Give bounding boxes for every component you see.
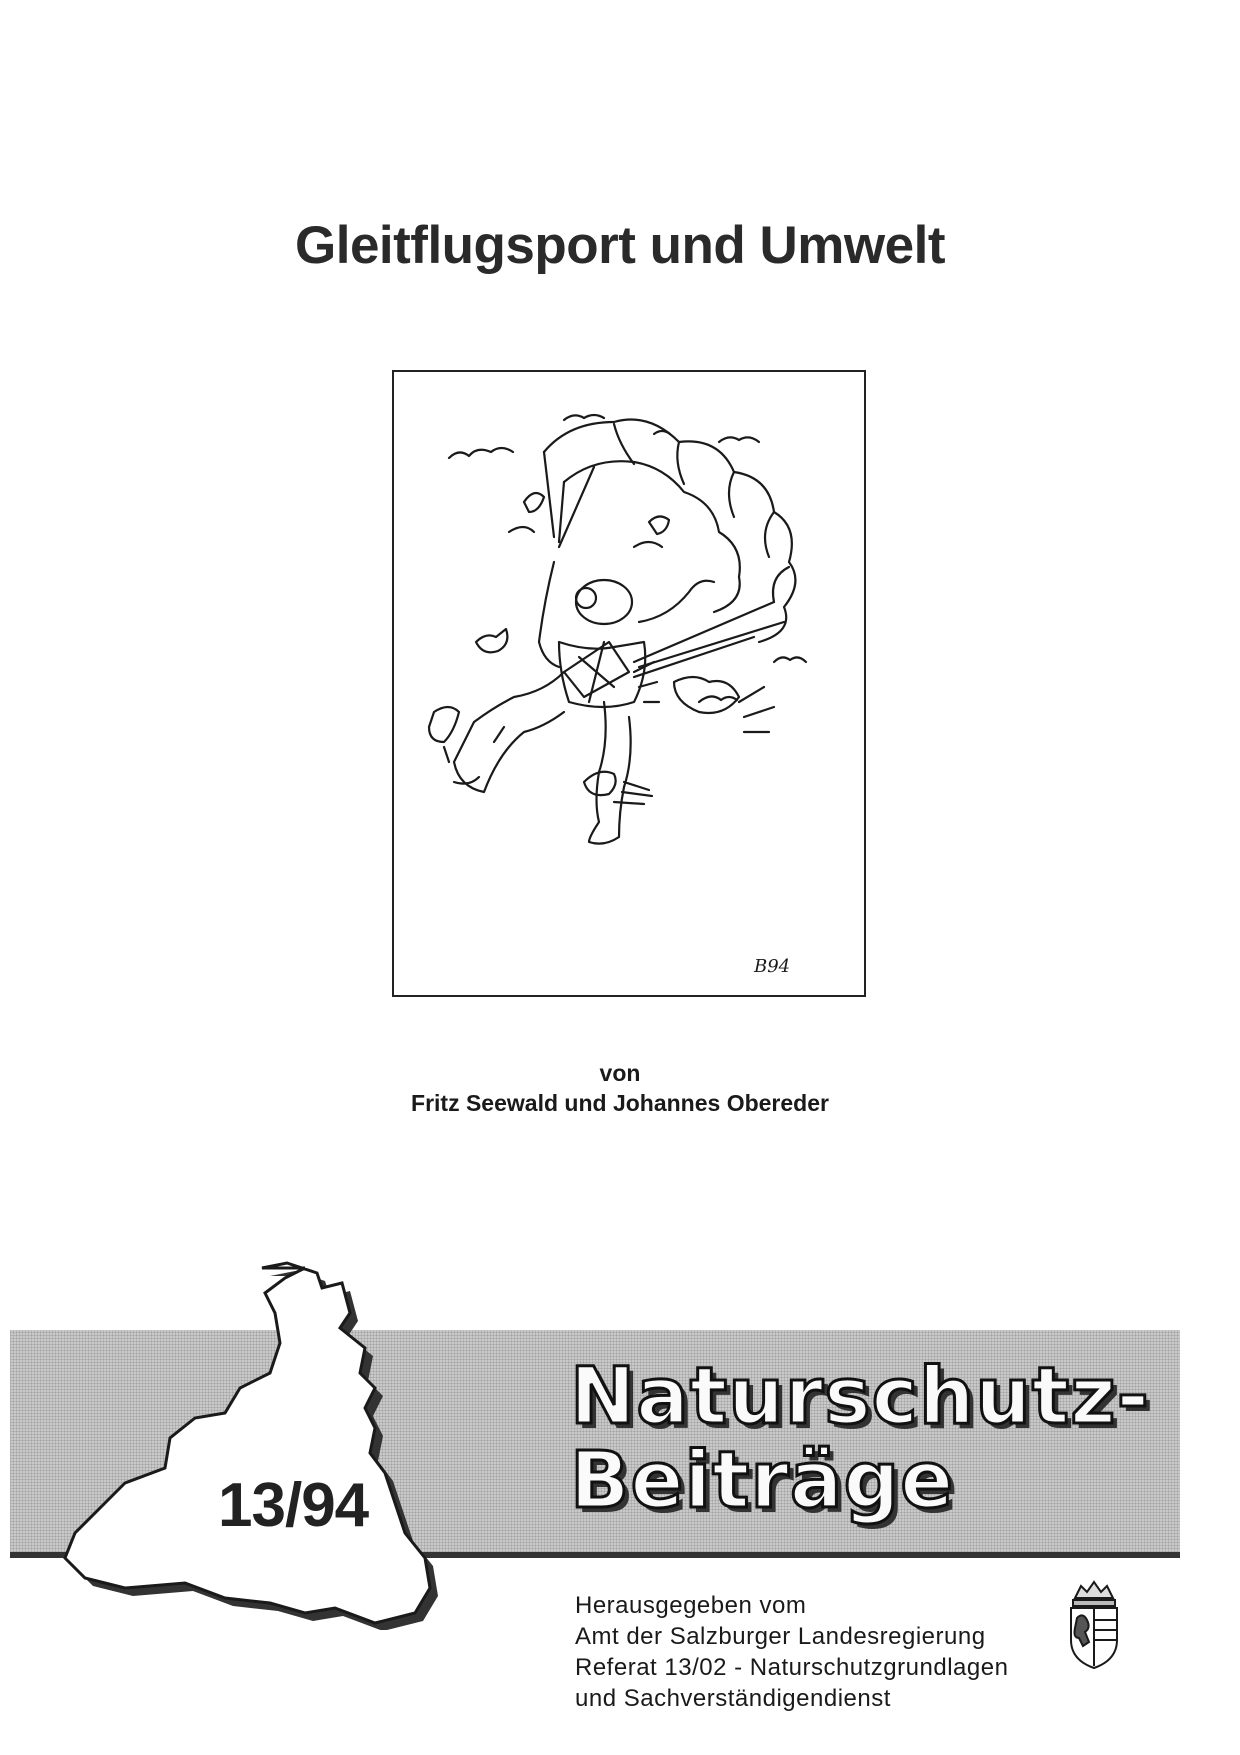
byline-label: von <box>599 1060 641 1086</box>
issue-number: 13/94 <box>218 1471 369 1540</box>
paraglider-cartoon-icon <box>394 372 864 995</box>
salzburg-map-icon <box>0 1250 540 1630</box>
document-title: Gleitflugsport und Umwelt <box>295 216 945 275</box>
publisher-block <box>575 1590 1008 1714</box>
paraglider-illustration <box>392 370 866 997</box>
publisher-line3: Referat 13/02 - Naturschutzgrundlagen <box>575 1654 1009 1681</box>
authors: Fritz Seewald und Johannes Obereder <box>411 1090 829 1116</box>
publisher-line4: und Sachverständigendienst <box>575 1685 891 1712</box>
publisher-line2: Amt der Salzburger Landesregierung <box>575 1623 986 1650</box>
series-title-line1: Naturschutz- <box>570 1352 1150 1442</box>
coat-of-arms-icon <box>1065 1578 1123 1670</box>
series-title-line2: Beiträge <box>570 1436 955 1526</box>
illustration-signature: B94 <box>754 956 791 977</box>
publisher-line1: Herausgegeben vom <box>575 1592 807 1619</box>
